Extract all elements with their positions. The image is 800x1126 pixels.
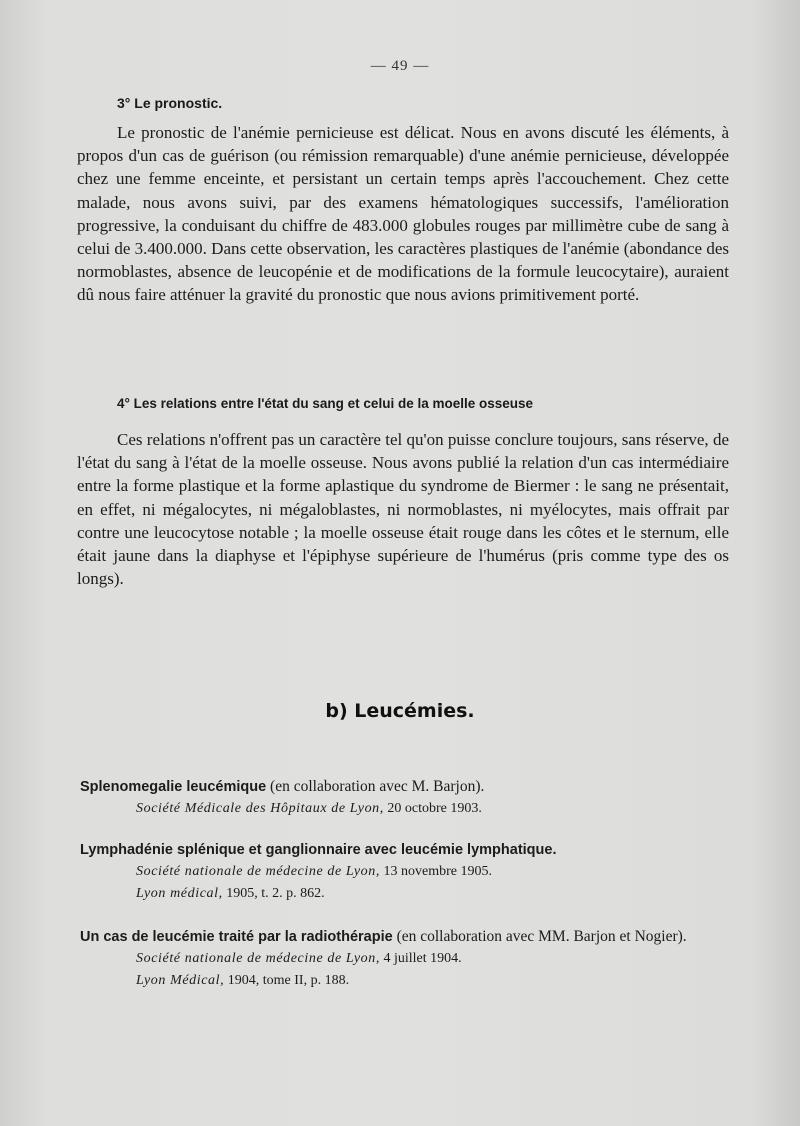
section-4-paragraph: Ces relations n'offrent pas un caractère tel qu'on puisse conclure toujours, sans réserve, de l'état du sang à l'état de la moelle osseuse. Nous avons publié la relation d'un cas intermédiaire entre la forme plastique et la forme aplastique du syndrome de Biermer : le sang ne présentait, en effet, ni mégalocytes, ni mégaloblastes, ni normoblastes, ni myélocytes, mais offrait par contre une leucocytose notable ; la moelle osseuse était rouge dans les côtes et le sternum, elle était jaune dans la diaphyse et l'épiphyse supérieure de l'humérus (pris comme type des os longs). [77, 430, 729, 589]
entry-source [80, 798, 740, 820]
entry-title [80, 926, 740, 948]
section-4-heading: 4° Les relations entre l'état du sang et celui de la moelle osseuse [117, 396, 534, 411]
page-number: — 49 — [370, 58, 430, 74]
entry-title-bold: Lymphadénie splénique et ganglionnaire avec leucémie lymphatique. [80, 842, 557, 858]
entry-source [80, 861, 740, 883]
section-3-paragraph: Le pronostic de l'anémie pernicieuse est délicat. Nous en avons discuté les éléments, à propos d'un cas de guérison (ou rémission remarquable) d'une anémie pernicieuse, développée chez une femme enceinte, et persistant un certain temps après l'accouchement. Chez cette malade, nous avons suivi, par des examens hématologiques successifs, l'amélioration progressive, la conduisant du chiffre de 483.000 globules rouges par millimètre cube de sang à celui de 3.400.000. Dans cette observation, les caractères plastiques de l'anémie (abondance des normoblastes, absence de leucopénie et de modifications de la formule leucocytaire), auraient dû nous faire atténuer la gravité du pronostic que nous avions primitivement porté. [77, 123, 729, 305]
entry-title [80, 776, 740, 798]
entry-title-bold: Un cas de leucémie traité par la radiothérapie [80, 929, 393, 945]
bibliography-entry [80, 839, 740, 905]
section-b-title: b) Leucémies. [325, 700, 475, 722]
source-details: 20 octobre 1903. [383, 801, 482, 816]
journal-name: Lyon Médical, [136, 973, 225, 988]
entry-source [80, 970, 740, 992]
source-details: 13 novembre 1905. [379, 864, 492, 879]
journal-name: Société nationale de médecine de Lyon, [136, 864, 380, 879]
entry-title [80, 839, 740, 861]
bibliography-entry [80, 776, 740, 820]
entry-title-bold: Splenomegalie leucémique [80, 779, 267, 795]
source-details: 4 juillet 1904. [379, 951, 462, 966]
journal-name: Lyon médical, [136, 886, 223, 901]
entry-title-rest: (en collaboration avec MM. Barjon et Nogier). [392, 928, 687, 945]
journal-name: Société Médicale des Hôpitaux de Lyon, [136, 801, 384, 816]
journal-name: Société nationale de médecine de Lyon, [136, 951, 380, 966]
source-details: 1905, t. 2. p. 862. [222, 886, 325, 901]
section-3-heading: 3° Le pronostic. [117, 95, 223, 111]
entry-source [80, 948, 740, 970]
source-details: 1904, tome II, p. 188. [224, 973, 350, 988]
entry-title-rest: (en collaboration avec M. Barjon). [266, 778, 485, 795]
bibliography-entry [80, 926, 740, 992]
entry-source [80, 883, 740, 905]
